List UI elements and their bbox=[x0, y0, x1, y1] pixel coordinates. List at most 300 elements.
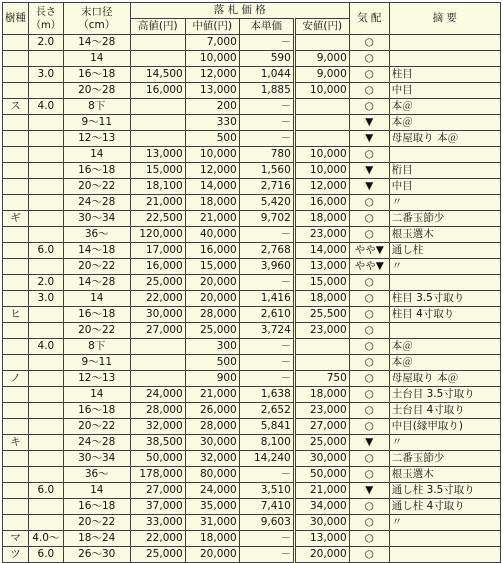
diameter-cell: 24～28 bbox=[63, 435, 130, 451]
length-cell: 4.0 bbox=[29, 99, 64, 115]
length-cell bbox=[29, 499, 64, 515]
header-mood: 気 配 bbox=[349, 3, 389, 35]
species-cell bbox=[3, 259, 29, 275]
unit-price-cell: 2,652 bbox=[239, 403, 294, 419]
species-cell bbox=[3, 291, 29, 307]
species-cell bbox=[3, 467, 29, 483]
length-cell bbox=[29, 403, 64, 419]
summary-cell: 母屋取り 本＠ bbox=[389, 371, 500, 387]
diameter-cell: 16～18 bbox=[63, 499, 130, 515]
unit-price-cell: 1,638 bbox=[239, 387, 294, 403]
mood-cell: ▼ bbox=[349, 115, 389, 131]
table-row bbox=[3, 435, 501, 451]
unit-price-cell: 2,768 bbox=[239, 243, 294, 259]
species-cell bbox=[3, 515, 29, 531]
high-price-cell: 18,100 bbox=[130, 179, 185, 195]
diameter-cell: 20～22 bbox=[63, 419, 130, 435]
mid-price-cell: 35,000 bbox=[185, 499, 239, 515]
low-price-cell: 25,000 bbox=[294, 435, 349, 451]
species-cell bbox=[3, 51, 29, 67]
table-row bbox=[3, 483, 501, 499]
table-row bbox=[3, 387, 501, 403]
mid-price-cell: 12,000 bbox=[185, 67, 239, 83]
mood-cell: ○ bbox=[349, 531, 389, 547]
low-price-cell: 750 bbox=[294, 371, 349, 387]
summary-cell bbox=[389, 35, 500, 51]
summary-cell: 二番玉節少 bbox=[389, 211, 500, 227]
species-cell bbox=[3, 163, 29, 179]
table-row bbox=[3, 307, 501, 323]
table-row bbox=[3, 531, 501, 547]
high-price-cell: 25,000 bbox=[130, 275, 185, 291]
mood-cell: ○ bbox=[349, 51, 389, 67]
table-row bbox=[3, 67, 501, 83]
high-price-cell: 22,000 bbox=[130, 531, 185, 547]
mood-cell: ○ bbox=[349, 35, 389, 51]
unit-price-cell: 5,841 bbox=[239, 419, 294, 435]
diameter-cell: 26～30 bbox=[63, 547, 130, 563]
header-mid: 中値(円) bbox=[185, 19, 239, 35]
diameter-cell: 16～18 bbox=[63, 67, 130, 83]
mood-cell: ○ bbox=[349, 211, 389, 227]
diameter-cell: 16～18 bbox=[63, 307, 130, 323]
mood-cell: ▼ bbox=[349, 163, 389, 179]
mid-price-cell: 7,000 bbox=[185, 35, 239, 51]
species-cell bbox=[3, 499, 29, 515]
length-cell: 6.0 bbox=[29, 547, 64, 563]
table-row bbox=[3, 355, 501, 371]
low-price-cell: 18,000 bbox=[294, 291, 349, 307]
high-price-cell: 120,000 bbox=[130, 227, 185, 243]
summary-cell bbox=[389, 323, 500, 339]
mid-price-cell: 10,000 bbox=[185, 147, 239, 163]
species-cell bbox=[3, 483, 29, 499]
length-cell bbox=[29, 163, 64, 179]
table-row bbox=[3, 275, 501, 291]
length-cell bbox=[29, 355, 64, 371]
unit-price-cell: － bbox=[239, 547, 294, 563]
summary-cell: 中目 bbox=[389, 179, 500, 195]
table-row bbox=[3, 179, 501, 195]
diameter-cell: 14～18 bbox=[63, 243, 130, 259]
high-price-cell: 16,000 bbox=[130, 83, 185, 99]
low-price-cell: 25,500 bbox=[294, 307, 349, 323]
unit-price-cell: 1,416 bbox=[239, 291, 294, 307]
species-cell: ス bbox=[3, 99, 29, 115]
high-price-cell: 32,000 bbox=[130, 419, 185, 435]
mid-price-cell: 16,000 bbox=[185, 243, 239, 259]
summary-cell: 〃 bbox=[389, 435, 500, 451]
mid-price-cell: 26,000 bbox=[185, 403, 239, 419]
mood-cell: ○ bbox=[349, 355, 389, 371]
diameter-cell: 20～28 bbox=[63, 83, 130, 99]
mood-cell: ▼ bbox=[349, 483, 389, 499]
unit-price-cell: 2,716 bbox=[239, 179, 294, 195]
header-low: 安値(円) bbox=[294, 19, 349, 35]
summary-cell: 〃 bbox=[389, 195, 500, 211]
summary-cell bbox=[389, 275, 500, 291]
species-cell bbox=[3, 83, 29, 99]
summary-cell bbox=[389, 51, 500, 67]
diameter-cell: 20～22 bbox=[63, 179, 130, 195]
unit-price-cell: 780 bbox=[239, 147, 294, 163]
species-cell bbox=[3, 355, 29, 371]
unit-price-cell: － bbox=[239, 131, 294, 147]
high-price-cell bbox=[130, 339, 185, 355]
species-cell bbox=[3, 179, 29, 195]
table-row bbox=[3, 403, 501, 419]
mid-price-cell: 15,000 bbox=[185, 259, 239, 275]
mid-price-cell: 21,000 bbox=[185, 211, 239, 227]
length-cell: 3.0 bbox=[29, 291, 64, 307]
summary-cell: 柱目 4寸取り bbox=[389, 307, 500, 323]
high-price-cell: 16,000 bbox=[130, 259, 185, 275]
diameter-cell: 30～34 bbox=[63, 451, 130, 467]
species-cell bbox=[3, 67, 29, 83]
header-species: 樹種 bbox=[3, 3, 29, 35]
unit-price-cell: － bbox=[239, 99, 294, 115]
table-row bbox=[3, 451, 501, 467]
mid-price-cell: 32,000 bbox=[185, 451, 239, 467]
table-row bbox=[3, 35, 501, 51]
length-cell: 6.0 bbox=[29, 243, 64, 259]
summary-cell: 桁目 bbox=[389, 163, 500, 179]
high-price-cell: 17,000 bbox=[130, 243, 185, 259]
length-cell bbox=[29, 131, 64, 147]
diameter-cell: 36～ bbox=[63, 227, 130, 243]
diameter-cell: 9～11 bbox=[63, 355, 130, 371]
mood-cell: ○ bbox=[349, 291, 389, 307]
summary-cell: 二番玉節少 bbox=[389, 451, 500, 467]
length-cell bbox=[29, 147, 64, 163]
mood-cell: ▼ bbox=[349, 435, 389, 451]
low-price-cell: 16,000 bbox=[294, 195, 349, 211]
mid-price-cell: 80,000 bbox=[185, 467, 239, 483]
diameter-cell: 16～18 bbox=[63, 163, 130, 179]
high-price-cell: 37,000 bbox=[130, 499, 185, 515]
mood-cell: ○ bbox=[349, 451, 389, 467]
table-row bbox=[3, 195, 501, 211]
low-price-cell bbox=[294, 131, 349, 147]
diameter-cell: 20～22 bbox=[63, 259, 130, 275]
header-row-1 bbox=[3, 3, 501, 19]
length-cell: 2.0 bbox=[29, 35, 64, 51]
unit-price-cell: － bbox=[239, 467, 294, 483]
table-row bbox=[3, 51, 501, 67]
species-cell bbox=[3, 115, 29, 131]
high-price-cell: 30,000 bbox=[130, 307, 185, 323]
mood-cell: ▼ bbox=[349, 131, 389, 147]
unit-price-cell: 1,885 bbox=[239, 83, 294, 99]
mood-cell: やや▼ bbox=[349, 259, 389, 275]
mid-price-cell: 40,000 bbox=[185, 227, 239, 243]
length-cell bbox=[29, 115, 64, 131]
length-cell bbox=[29, 307, 64, 323]
mid-price-cell: 300 bbox=[185, 339, 239, 355]
unit-price-cell: － bbox=[239, 371, 294, 387]
price-table-container bbox=[2, 2, 501, 563]
unit-price-cell: － bbox=[239, 35, 294, 51]
high-price-cell bbox=[130, 115, 185, 131]
unit-price-cell: 590 bbox=[239, 51, 294, 67]
mood-cell: ○ bbox=[349, 387, 389, 403]
summary-cell: 通し柱 bbox=[389, 243, 500, 259]
length-cell bbox=[29, 387, 64, 403]
low-price-cell: 20,000 bbox=[294, 547, 349, 563]
mood-cell: ○ bbox=[349, 67, 389, 83]
species-cell: ツ bbox=[3, 547, 29, 563]
header-length: 長さ （m） bbox=[29, 3, 64, 35]
low-price-cell: 23,000 bbox=[294, 403, 349, 419]
table-row bbox=[3, 339, 501, 355]
low-price-cell bbox=[294, 355, 349, 371]
high-price-cell: 13,000 bbox=[130, 147, 185, 163]
length-cell: 6.0 bbox=[29, 483, 64, 499]
species-cell bbox=[3, 339, 29, 355]
mood-cell: ○ bbox=[349, 515, 389, 531]
low-price-cell: 9,000 bbox=[294, 67, 349, 83]
high-price-cell: 178,000 bbox=[130, 467, 185, 483]
low-price-cell: 15,000 bbox=[294, 275, 349, 291]
table-row bbox=[3, 515, 501, 531]
mid-price-cell: 500 bbox=[185, 131, 239, 147]
high-price-cell: 22,500 bbox=[130, 211, 185, 227]
table-row bbox=[3, 147, 501, 163]
diameter-cell: 14～28 bbox=[63, 275, 130, 291]
species-cell bbox=[3, 131, 29, 147]
low-price-cell: 27,000 bbox=[294, 419, 349, 435]
low-price-cell: 34,000 bbox=[294, 499, 349, 515]
table-row bbox=[3, 115, 501, 131]
diameter-cell: 14 bbox=[63, 387, 130, 403]
mid-price-cell: 500 bbox=[185, 355, 239, 371]
unit-price-cell: － bbox=[239, 115, 294, 131]
mid-price-cell: 20,000 bbox=[185, 275, 239, 291]
diameter-cell: 8下 bbox=[63, 339, 130, 355]
summary-cell bbox=[389, 531, 500, 547]
species-cell bbox=[3, 323, 29, 339]
table-row bbox=[3, 291, 501, 307]
length-cell bbox=[29, 211, 64, 227]
high-price-cell: 50,000 bbox=[130, 451, 185, 467]
high-price-cell: 38,500 bbox=[130, 435, 185, 451]
diameter-cell: 14～28 bbox=[63, 35, 130, 51]
low-price-cell bbox=[294, 115, 349, 131]
low-price-cell bbox=[294, 99, 349, 115]
diameter-cell: 16～18 bbox=[63, 403, 130, 419]
length-cell bbox=[29, 419, 64, 435]
length-cell: 3.0 bbox=[29, 67, 64, 83]
diameter-cell: 14 bbox=[63, 147, 130, 163]
table-row bbox=[3, 131, 501, 147]
unit-price-cell: 1,044 bbox=[239, 67, 294, 83]
mood-cell: ○ bbox=[349, 419, 389, 435]
mid-price-cell: 330 bbox=[185, 115, 239, 131]
length-cell bbox=[29, 515, 64, 531]
auction-price-table bbox=[2, 2, 501, 563]
unit-price-cell: 1,560 bbox=[239, 163, 294, 179]
summary-cell: 本＠ bbox=[389, 115, 500, 131]
summary-cell: 根玉選木 bbox=[389, 227, 500, 243]
diameter-cell: 14 bbox=[63, 291, 130, 307]
high-price-cell: 15,000 bbox=[130, 163, 185, 179]
summary-cell: 本＠ bbox=[389, 339, 500, 355]
summary-cell: 土台目 4寸取り bbox=[389, 403, 500, 419]
table-row bbox=[3, 243, 501, 259]
summary-cell: 中目(縁甲取り) bbox=[389, 419, 500, 435]
diameter-cell: 30～34 bbox=[63, 211, 130, 227]
unit-price-cell: － bbox=[239, 227, 294, 243]
low-price-cell: 23,000 bbox=[294, 227, 349, 243]
mid-price-cell: 30,000 bbox=[185, 435, 239, 451]
high-price-cell: 27,000 bbox=[130, 483, 185, 499]
mood-cell: ○ bbox=[349, 83, 389, 99]
mid-price-cell: 10,000 bbox=[185, 51, 239, 67]
mid-price-cell: 28,000 bbox=[185, 307, 239, 323]
species-cell: ギ bbox=[3, 211, 29, 227]
high-price-cell bbox=[130, 51, 185, 67]
mid-price-cell: 200 bbox=[185, 99, 239, 115]
mood-cell: ○ bbox=[349, 499, 389, 515]
table-row bbox=[3, 227, 501, 243]
mood-cell: ○ bbox=[349, 147, 389, 163]
low-price-cell: 10,000 bbox=[294, 163, 349, 179]
mood-cell: ○ bbox=[349, 307, 389, 323]
high-price-cell: 25,000 bbox=[130, 547, 185, 563]
high-price-cell bbox=[130, 131, 185, 147]
species-cell bbox=[3, 451, 29, 467]
diameter-cell: 18～24 bbox=[63, 531, 130, 547]
diameter-cell: 20～22 bbox=[63, 515, 130, 531]
diameter-cell: 20～22 bbox=[63, 323, 130, 339]
high-price-cell: 33,000 bbox=[130, 515, 185, 531]
high-price-cell: 22,000 bbox=[130, 291, 185, 307]
length-cell bbox=[29, 259, 64, 275]
summary-cell bbox=[389, 547, 500, 563]
mood-cell: ○ bbox=[349, 403, 389, 419]
header-high: 高値(円) bbox=[130, 19, 185, 35]
mood-cell: ○ bbox=[349, 227, 389, 243]
low-price-cell: 12,000 bbox=[294, 179, 349, 195]
high-price-cell: 14,500 bbox=[130, 67, 185, 83]
high-price-cell: 27,000 bbox=[130, 323, 185, 339]
unit-price-cell: 3,510 bbox=[239, 483, 294, 499]
high-price-cell: 28,000 bbox=[130, 403, 185, 419]
header-price-group: 落 札 価 格 bbox=[130, 3, 349, 19]
unit-price-cell: － bbox=[239, 339, 294, 355]
table-row bbox=[3, 211, 501, 227]
species-cell bbox=[3, 419, 29, 435]
unit-price-cell: 5,420 bbox=[239, 195, 294, 211]
species-cell: キ bbox=[3, 435, 29, 451]
low-price-cell: 13,000 bbox=[294, 531, 349, 547]
length-cell bbox=[29, 227, 64, 243]
low-price-cell: 9,000 bbox=[294, 51, 349, 67]
length-cell: 4.0 bbox=[29, 339, 64, 355]
table-row bbox=[3, 371, 501, 387]
species-cell: ヒ bbox=[3, 307, 29, 323]
low-price-cell bbox=[294, 339, 349, 355]
unit-price-cell: 9,603 bbox=[239, 515, 294, 531]
species-cell bbox=[3, 275, 29, 291]
unit-price-cell: － bbox=[239, 275, 294, 291]
mid-price-cell: 20,000 bbox=[185, 291, 239, 307]
summary-cell: 本＠ bbox=[389, 99, 500, 115]
length-cell bbox=[29, 451, 64, 467]
diameter-cell: 12～13 bbox=[63, 371, 130, 387]
table-row bbox=[3, 499, 501, 515]
low-price-cell: 30,000 bbox=[294, 451, 349, 467]
mid-price-cell: 13,000 bbox=[185, 83, 239, 99]
low-price-cell: 10,000 bbox=[294, 83, 349, 99]
low-price-cell bbox=[294, 35, 349, 51]
diameter-cell: 36～ bbox=[63, 467, 130, 483]
mood-cell: ○ bbox=[349, 467, 389, 483]
unit-price-cell: 3,724 bbox=[239, 323, 294, 339]
length-cell bbox=[29, 467, 64, 483]
table-row bbox=[3, 259, 501, 275]
low-price-cell: 13,000 bbox=[294, 259, 349, 275]
unit-price-cell: 2,610 bbox=[239, 307, 294, 323]
species-cell bbox=[3, 403, 29, 419]
summary-cell: 土台目 3.5寸取り bbox=[389, 387, 500, 403]
unit-price-cell: 3,960 bbox=[239, 259, 294, 275]
summary-cell: 根玉選木 bbox=[389, 467, 500, 483]
low-price-cell: 21,000 bbox=[294, 483, 349, 499]
species-cell: マ bbox=[3, 531, 29, 547]
species-cell bbox=[3, 147, 29, 163]
mid-price-cell: 18,000 bbox=[185, 195, 239, 211]
low-price-cell: 10,000 bbox=[294, 147, 349, 163]
diameter-cell: 14 bbox=[63, 51, 130, 67]
high-price-cell bbox=[130, 99, 185, 115]
high-price-cell bbox=[130, 355, 185, 371]
low-price-cell: 14,000 bbox=[294, 243, 349, 259]
high-price-cell: 24,000 bbox=[130, 387, 185, 403]
unit-price-cell: 9,702 bbox=[239, 211, 294, 227]
low-price-cell: 18,000 bbox=[294, 211, 349, 227]
mid-price-cell: 20,000 bbox=[185, 547, 239, 563]
high-price-cell bbox=[130, 371, 185, 387]
summary-cell: 母屋取り 本＠ bbox=[389, 131, 500, 147]
mood-cell: ○ bbox=[349, 275, 389, 291]
diameter-cell: 9～11 bbox=[63, 115, 130, 131]
mid-price-cell: 28,000 bbox=[185, 419, 239, 435]
length-cell bbox=[29, 179, 64, 195]
length-cell bbox=[29, 371, 64, 387]
length-cell bbox=[29, 51, 64, 67]
diameter-cell: 24～28 bbox=[63, 195, 130, 211]
summary-cell: 本＠ bbox=[389, 355, 500, 371]
species-cell: ノ bbox=[3, 371, 29, 387]
summary-cell bbox=[389, 147, 500, 163]
species-cell bbox=[3, 243, 29, 259]
length-cell bbox=[29, 195, 64, 211]
table-row bbox=[3, 163, 501, 179]
length-cell bbox=[29, 83, 64, 99]
mid-price-cell: 14,000 bbox=[185, 179, 239, 195]
table-row bbox=[3, 419, 501, 435]
length-cell bbox=[29, 435, 64, 451]
summary-cell: 〃 bbox=[389, 259, 500, 275]
mood-cell: ○ bbox=[349, 99, 389, 115]
summary-cell: 通し柱 3.5寸取り bbox=[389, 483, 500, 499]
species-cell bbox=[3, 35, 29, 51]
unit-price-cell: 14,240 bbox=[239, 451, 294, 467]
low-price-cell: 30,000 bbox=[294, 515, 349, 531]
table-row bbox=[3, 99, 501, 115]
table-row bbox=[3, 467, 501, 483]
